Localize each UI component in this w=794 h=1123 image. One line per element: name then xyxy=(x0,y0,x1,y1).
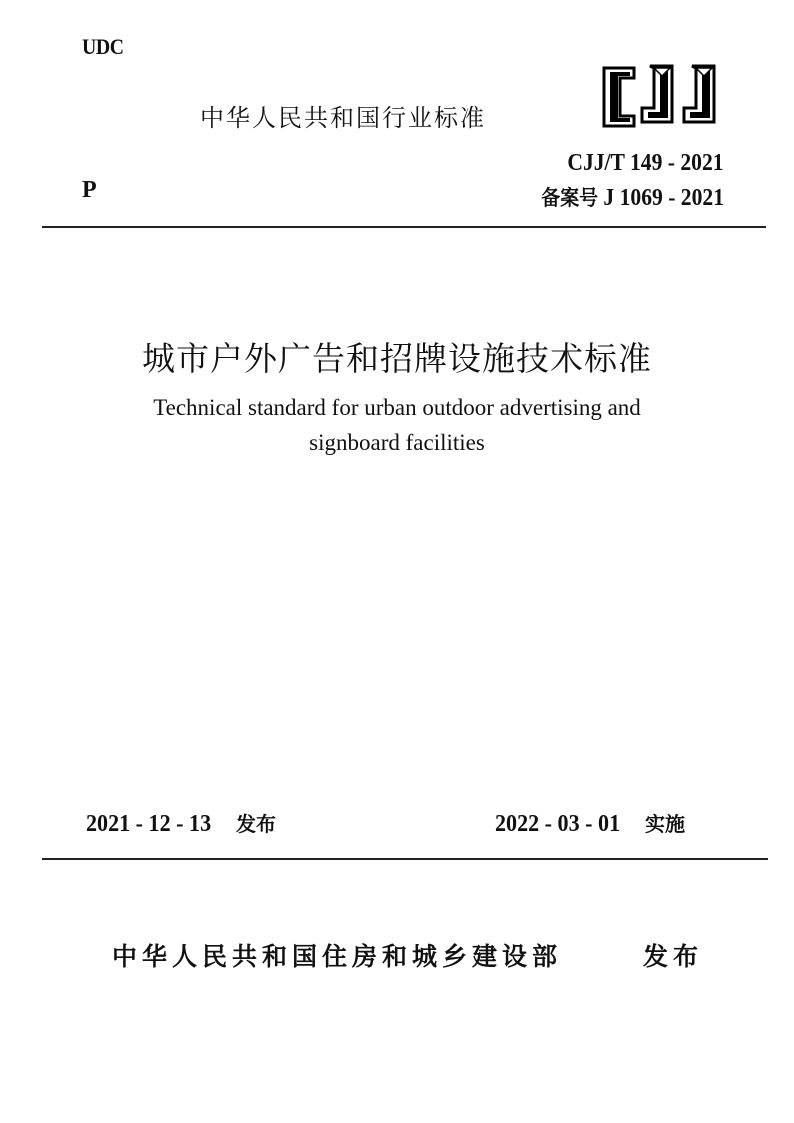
record-prefix: 备案号 xyxy=(541,186,598,210)
implement-date-block xyxy=(495,808,685,838)
publish-label: 发布 xyxy=(235,812,276,836)
record-number xyxy=(541,182,724,212)
document-title-chinese: 城市户外广告和招牌设施技术标准 xyxy=(142,339,652,378)
classification-code: P xyxy=(82,177,97,203)
record-value: J 1069 - 2021 xyxy=(598,185,724,211)
date-divider xyxy=(42,858,768,860)
publish-date: 2021 - 12 - 13 xyxy=(86,811,212,837)
header-divider xyxy=(42,226,766,228)
issuer-action: 发布 xyxy=(643,942,704,971)
document-title-english-line1: Technical standard for urban outdoor advertising and xyxy=(153,395,641,420)
standard-code: CJJ/T 149 - 2021 xyxy=(567,150,724,176)
implement-label: 实施 xyxy=(644,812,685,836)
document-title-english-line2: signboard facilities xyxy=(309,430,485,455)
issuing-authority: 中华人民共和国住房和城乡建设部 xyxy=(112,942,563,971)
industry-standard-heading: 中华人民共和国行业标准 xyxy=(200,104,486,132)
cjj-logo-icon xyxy=(596,62,730,132)
implement-date: 2022 - 03 - 01 xyxy=(495,811,621,837)
publish-date-block xyxy=(86,808,276,838)
udc-label: UDC xyxy=(82,34,124,59)
